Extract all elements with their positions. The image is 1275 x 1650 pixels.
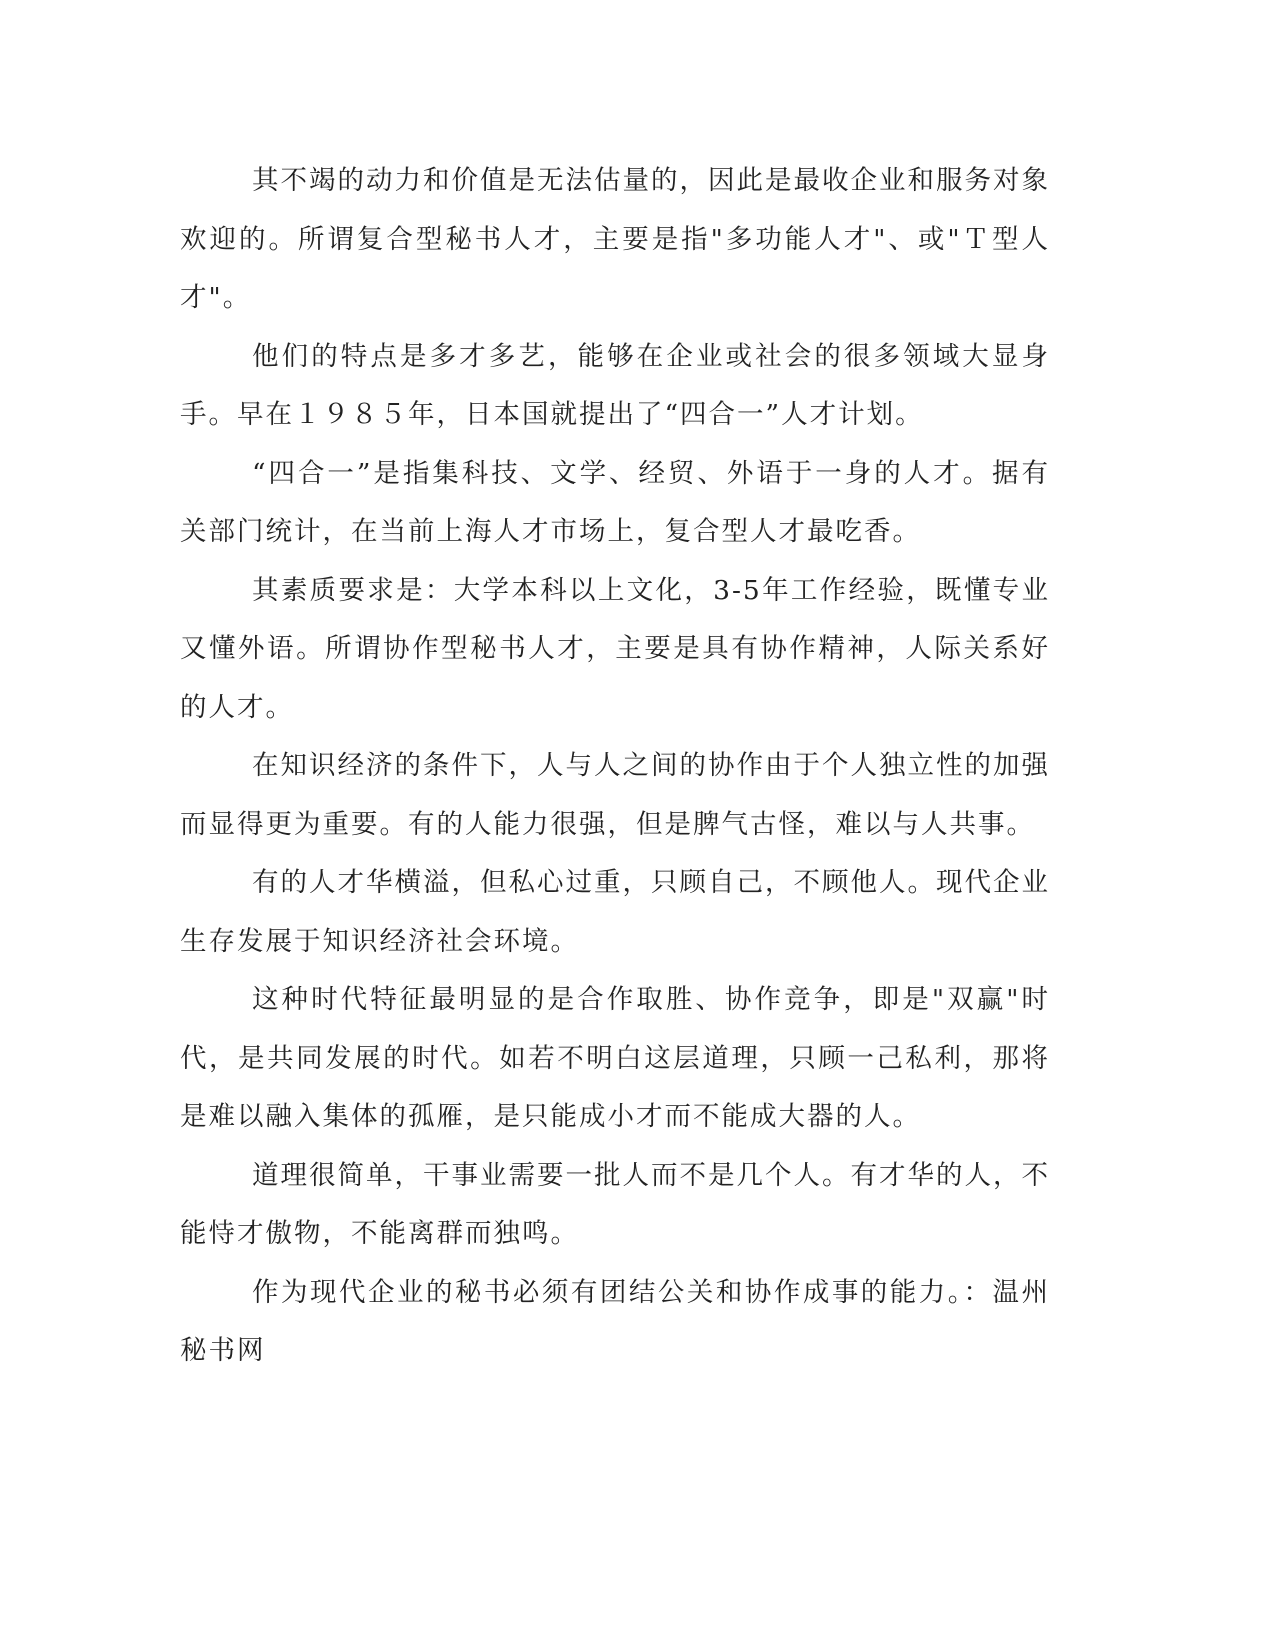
paragraph-9: 作为现代企业的秘书必须有团结公关和协作成事的能力。：温州秘书网 <box>180 1276 1050 1366</box>
paragraph-2: 他们的特点是多才多艺，能够在企业或社会的很多领域大显身手。早在１９８５年，日本国就提出了“四合一”人才计划。 <box>180 340 1050 430</box>
document-body <box>180 152 1050 1381</box>
paragraph-4: 其素质要求是：大学本科以上文化，3-5年工作经验，既懂专业又懂外语。所谓协作型秘书人才，主要是具有协作精神，人际关系好的人才。 <box>180 574 1050 723</box>
paragraph-3: “四合一”是指集科技、文学、经贸、外语于一身的人才。据有关部门统计，在当前上海人才市场上，复合型人才最吃香。 <box>180 457 1050 547</box>
paragraph-8: 道理很简单，干事业需要一批人而不是几个人。有才华的人，不能恃才傲物，不能离群而独鸣。 <box>180 1159 1050 1249</box>
paragraph-1: 其不竭的动力和价值是无法估量的，因此是最收企业和服务对象欢迎的。所谓复合型秘书人才，主要是指"多功能人才"、或"Ｔ型人才"。 <box>180 165 1050 313</box>
paragraph-5: 在知识经济的条件下，人与人之间的协作由于个人独立性的加强而显得更为重要。有的人能力很强，但是脾气古怪，难以与人共事。 <box>180 750 1050 840</box>
paragraph-6: 有的人才华横溢，但私心过重，只顾自己，不顾他人。现代企业生存发展于知识经济社会环境。 <box>180 867 1050 957</box>
paragraph-7: 这种时代特征最明显的是合作取胜、协作竞争，即是"双赢"时代，是共同发展的时代。如若不明白这层道理，只顾一己私利，那将是难以融入集体的孤雁，是只能成小才而不能成大器的人。 <box>180 984 1050 1132</box>
